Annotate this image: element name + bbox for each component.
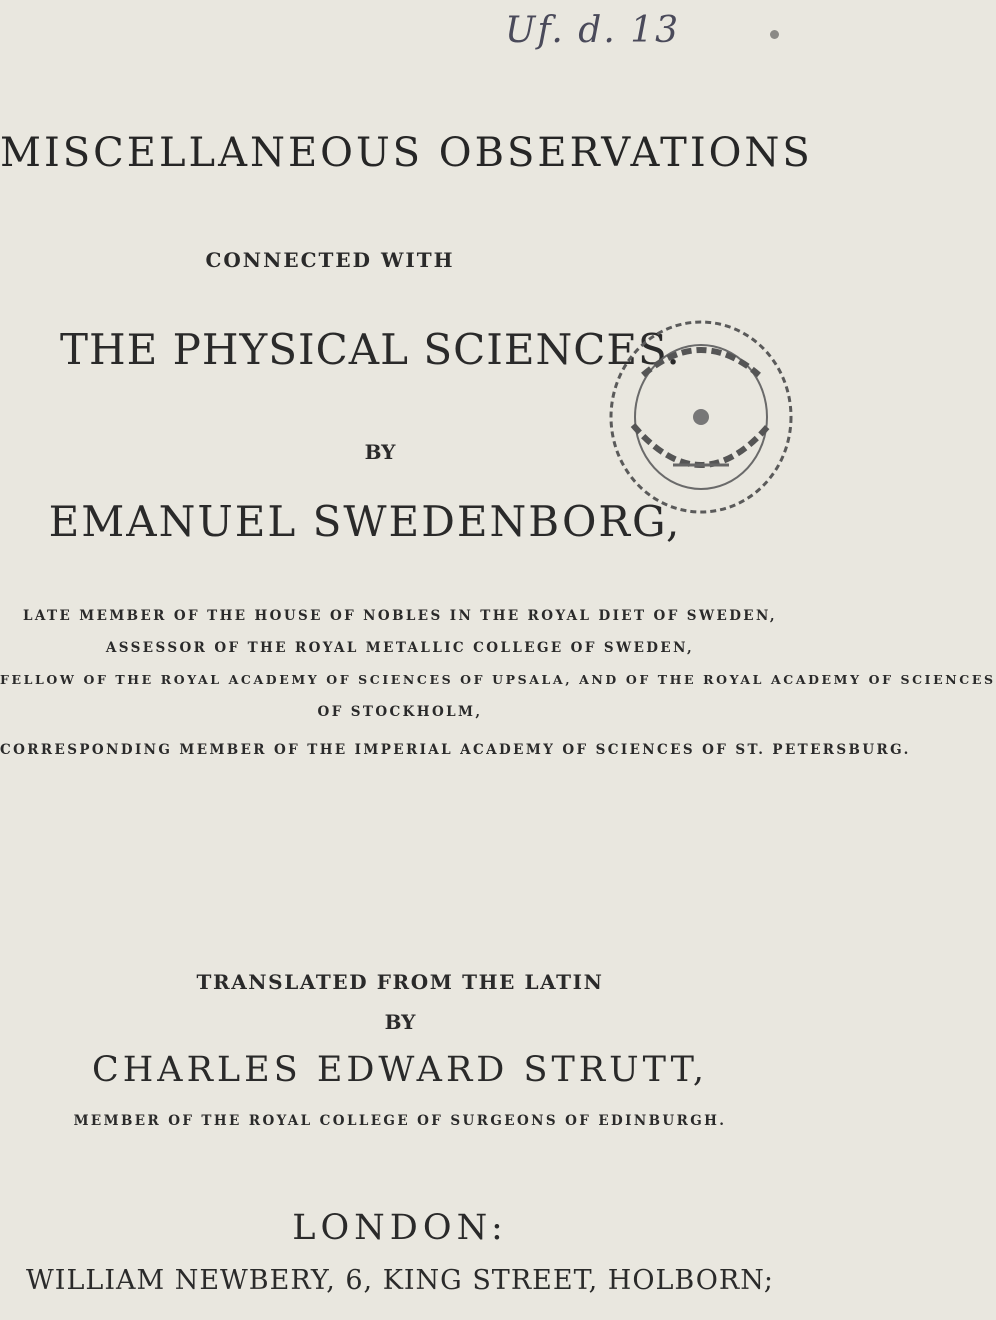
credential-line: ASSESSOR OF THE ROYAL METALLIC COLLEGE OF SWEDEN, xyxy=(105,640,695,656)
author-name: EMANUEL SWEDENBORG, xyxy=(48,497,682,546)
subtitle-subject: THE PHYSICAL SCIENCES. xyxy=(60,325,681,374)
credential-line: FELLOW OF THE ROYAL ACADEMY OF SCIENCES OF UPSALA, AND OF THE ROYAL ACADEMY OF SCIENCES xyxy=(0,672,996,687)
translated-from: TRANSLATED FROM THE LATIN xyxy=(196,970,604,994)
library-stamp xyxy=(603,315,800,520)
by-author-label: BY xyxy=(364,440,396,464)
credential-line: OF STOCKHOLM, xyxy=(317,704,483,720)
handwritten-shelfmark: Uf. d. 13 xyxy=(505,10,681,51)
translator-affiliation: MEMBER OF THE ROYAL COLLEGE OF SURGEONS OF EDINBURGH. xyxy=(73,1113,727,1129)
credential-line: CORRESPONDING MEMBER OF THE IMPERIAL ACADEMY OF SCIENCES OF ST. PETERSBURG. xyxy=(0,742,911,758)
by-translator-label: BY xyxy=(384,1010,416,1034)
book-title: MISCELLANEOUS OBSERVATIONS xyxy=(0,130,813,176)
credential-line: LATE MEMBER OF THE HOUSE OF NOBLES IN THE ROYAL DIET OF SWEDEN, xyxy=(23,608,777,624)
ink-spot xyxy=(770,30,779,39)
subtitle-connected: CONNECTED WITH xyxy=(205,248,455,272)
publisher-line: WILLIAM NEWBERY, 6, KING STREET, HOLBORN; xyxy=(26,1265,774,1296)
imprint-place: LONDON: xyxy=(292,1208,508,1248)
translator-name: CHARLES EDWARD STRUTT, xyxy=(92,1050,708,1090)
